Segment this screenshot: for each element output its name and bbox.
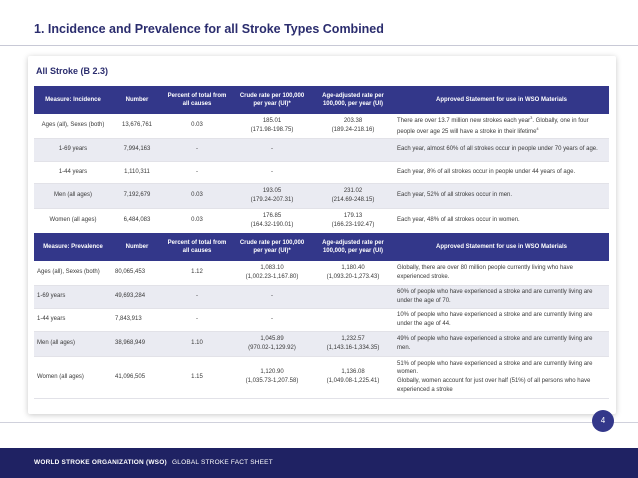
percent-cell: - [162,138,232,161]
statement-cell: Each year, 48% of all strokes occur in women. [394,208,609,233]
crude-value: 1,120.90 [260,369,284,376]
crude-cell [232,331,312,356]
crude-cell [232,183,312,208]
crude-cell: - [232,161,312,183]
incidence-header-row [34,86,609,114]
statement-text: There are over 13.7 million new strokes each year [397,118,531,125]
header-age-adjusted-rate: Age-adjusted rate per 100,000, per year (UI) [312,233,394,261]
age-cell [312,183,394,208]
statement-text-rest: . Globally, one in four people over age 25 will have a stroke in their lifetime [397,118,589,135]
crude-ui: (171.98-198.75) [250,126,294,133]
percent-cell: 0.03 [162,183,232,208]
measure-cell: 1-69 years [34,138,112,161]
crude-value: 1,045.89 [260,335,284,342]
measure-cell: 1-44 years [34,308,112,331]
age-value: 1,232.57 [341,335,365,342]
crude-value: 185.01 [262,118,282,125]
table-row [34,308,609,331]
age-value: 1,136.08 [341,369,365,376]
header-percent: Percent of total from all causes [162,233,232,261]
number-cell: 1,110,311 [112,161,162,183]
number-cell: 6,484,083 [112,208,162,233]
measure-cell: 1-44 years [34,161,112,183]
footnote-ref: 4 [536,125,539,131]
number-cell: 13,676,761 [112,114,162,138]
footer-bar [0,448,638,478]
age-ui: (214.69-248.15) [331,196,375,203]
crude-cell: - [232,308,312,331]
crude-cell [232,356,312,398]
header-measure: Measure: Prevalence [34,233,112,261]
incidence-table [34,86,609,234]
crude-ui: (164.32-190.01) [250,221,294,228]
age-value: 1,180.40 [341,265,365,272]
header-crude-rate: Crude rate per 100,000 per year (UI)* [232,233,312,261]
table-row [34,261,609,285]
statement-cell [394,114,609,138]
age-ui: (1,143.16-1,334.35) [326,344,380,351]
stroke-panel [28,56,616,414]
crude-cell [232,261,312,285]
crude-value: 193.05 [262,187,282,194]
footer-doc-title: GLOBAL STROKE FACT SHEET [172,459,273,466]
percent-cell: 1.15 [162,356,232,398]
measure-cell: Men (all ages) [34,183,112,208]
title-divider [0,45,638,46]
percent-cell: 0.03 [162,114,232,138]
measure-cell: Women (all ages) [34,356,112,398]
number-cell: 38,968,949 [112,331,162,356]
footnote-ref: 3 [530,115,533,121]
number-cell: 7,843,913 [112,308,162,331]
statement-text: 51% of people who have experienced a stroke and are currently living are women. [397,360,593,376]
crude-cell [232,208,312,233]
header-percent: Percent of total from all causes [162,86,232,114]
age-ui: (166.23-192.47) [331,221,375,228]
percent-cell: - [162,308,232,331]
measure-cell: Ages (all), Sexes (both) [34,261,112,285]
footer-org-name: WORLD STROKE ORGANIZATION (WSO) [34,459,167,466]
table-row [34,138,609,161]
age-cell [312,261,394,285]
percent-cell: - [162,285,232,308]
age-cell [312,138,394,161]
header-statement: Approved Statement for use in WSO Materials [394,233,609,261]
crude-cell: - [232,138,312,161]
statement-cell: 60% of people who have experienced a stroke and are currently living are under the age of 70. [394,285,609,308]
statement-cell: Each year, almost 60% of all strokes occur in people under 70 years of age. [394,138,609,161]
percent-cell: 1.12 [162,261,232,285]
percent-cell: - [162,161,232,183]
age-cell [312,308,394,331]
header-age-adjusted-rate: Age-adjusted rate per 100,000, per year (UI) [312,86,394,114]
measure-cell: Men (all ages) [34,331,112,356]
age-value: 231.02 [343,187,363,194]
age-cell [312,161,394,183]
crude-cell [232,114,312,138]
footer-divider [0,422,638,423]
prevalence-table [34,233,609,399]
statement-cell: Each year, 8% of all strokes occur in people under 44 years of age. [394,161,609,183]
table-row [34,161,609,183]
page-title: 1. Incidence and Prevalence for all Stroke Types Combined [34,22,384,36]
age-value: 179.13 [343,212,363,219]
number-cell: 80,065,453 [112,261,162,285]
table-row [34,183,609,208]
table-row [34,331,609,356]
crude-value: 176.85 [262,212,282,219]
number-cell: 7,994,163 [112,138,162,161]
table-row [34,285,609,308]
age-ui: (1,049.08-1,225.41) [326,378,380,384]
header-measure: Measure: Incidence [34,86,112,114]
crude-ui: (970.02-1,129.92) [248,344,296,351]
crude-ui: (1,035.73-1,207.58) [245,378,299,384]
panel-title: All Stroke (B 2.3) [36,66,109,76]
age-cell [312,356,394,398]
statement-cell: Globally, there are over 80 million people currently living who have experienced stroke. [394,261,609,285]
age-value: 203.38 [343,118,363,125]
header-number: Number [112,233,162,261]
statement-cell: 49% of people who have experienced a stroke and are currently living are men. [394,331,609,356]
percent-cell: 0.03 [162,208,232,233]
crude-value: 1,083.10 [260,265,284,272]
number-cell: 41,096,505 [112,356,162,398]
statement-cell [394,356,609,398]
age-ui: (189.24-218.16) [331,126,375,133]
number-cell: 49,693,284 [112,285,162,308]
age-ui: (1,093.20-1,273.43) [326,273,380,280]
age-cell [312,208,394,233]
statement-cell: 10% of people who have experienced a stroke and are currently living are under the age of 44. [394,308,609,331]
measure-cell: 1-69 years [34,285,112,308]
age-cell [312,331,394,356]
table-row [34,208,609,233]
crude-cell: - [232,285,312,308]
table-row [34,114,609,138]
percent-cell: 1.10 [162,331,232,356]
page-number-badge: 4 [592,410,614,432]
measure-cell: Ages (all), Sexes (both) [34,114,112,138]
measure-cell: Women (all ages) [34,208,112,233]
prevalence-header-row [34,233,609,261]
age-cell [312,114,394,138]
header-statement: Approved Statement for use in WSO Materials [394,86,609,114]
crude-ui: (179.24-207.31) [250,196,294,203]
statement-text-2: Globally, women account for just over half (51%) of all persons who have experienced a stroke [397,378,591,393]
header-number: Number [112,86,162,114]
age-cell [312,285,394,308]
statement-cell: Each year, 52% of all strokes occur in men. [394,183,609,208]
number-cell: 7,192,679 [112,183,162,208]
table-row [34,356,609,398]
crude-ui: (1,002.23-1,167.80) [245,273,299,280]
header-crude-rate: Crude rate per 100,000 per year (UI)* [232,86,312,114]
